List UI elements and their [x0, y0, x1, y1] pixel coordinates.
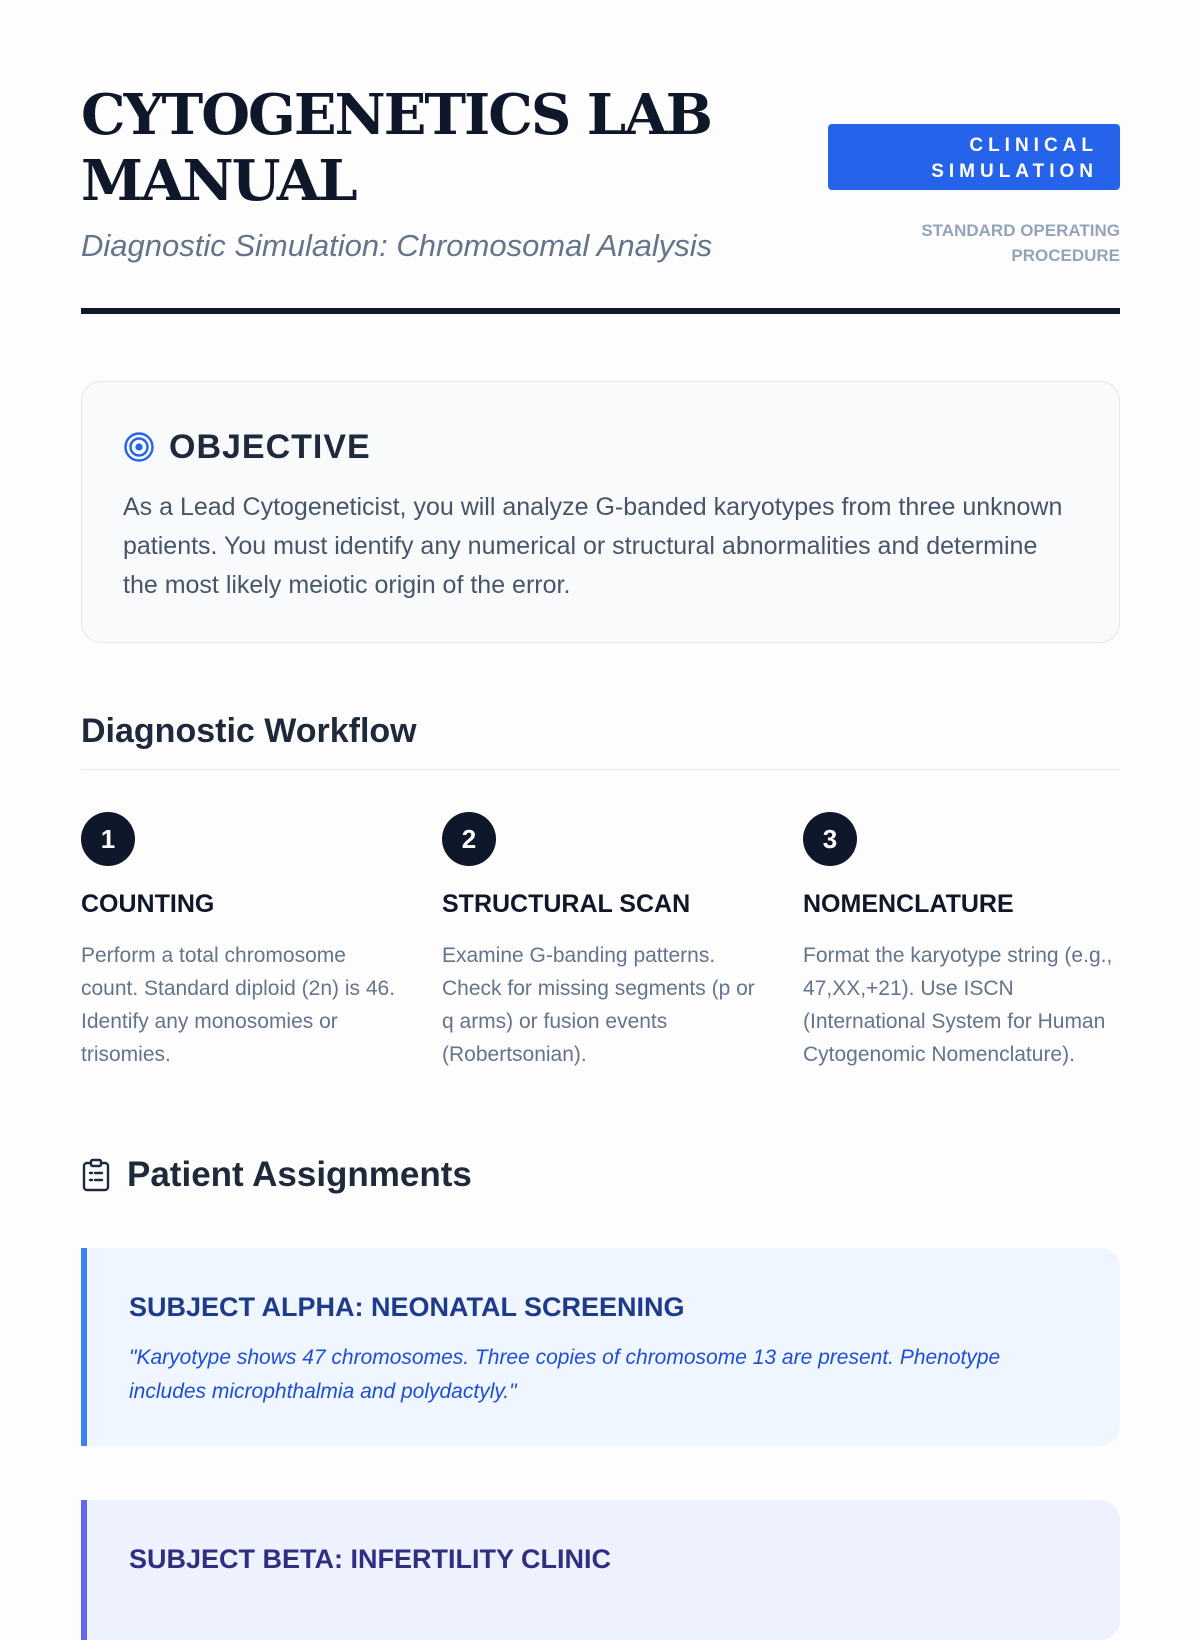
step-title: STRUCTURAL SCAN — [442, 890, 691, 918]
step-title: NOMENCLATURE — [803, 890, 1014, 918]
page-subtitle: Diagnostic Simulation: Chromosomal Analysis — [81, 228, 713, 263]
patient-assignments-header — [81, 1152, 472, 1198]
step-number: 2 — [442, 812, 496, 866]
header-divider — [81, 308, 1120, 314]
objective-panel — [81, 381, 1120, 643]
subject-title: SUBJECT ALPHA: NEONATAL SCREENING — [129, 1292, 685, 1322]
subject-title: SUBJECT BETA: INFERTILITY CLINIC — [129, 1544, 612, 1574]
step-description: Examine G-banding patterns. Check for missing segments (p or q arms) or fusion events (Robertsonian). — [442, 944, 755, 1066]
objective-title: OBJECTIVE — [169, 427, 371, 466]
target-icon — [123, 431, 155, 463]
clipboard-icon — [81, 1158, 111, 1192]
workflow-title: Diagnostic Workflow — [81, 712, 1120, 770]
step-number: 3 — [803, 812, 857, 866]
subject-quote: "Karyotype shows 47 chromosomes. Three copies of chromosome 13 are present. Phenotype includes microphthalmia and polydactyly." — [129, 1346, 1001, 1403]
clinical-simulation-badge: CLINICAL SIMULATION — [828, 124, 1120, 190]
step-description: Format the karyotype string (e.g., 47,XX,+21). Use ISCN (International System for Human Cytogenomic Nomenclature). — [803, 944, 1113, 1066]
subject-beta-card — [81, 1500, 1120, 1640]
page-header — [81, 82, 1120, 314]
step-description: Perform a total chromosome count. Standard diploid (2n) is 46. Identify any monosomies or trisomies. — [81, 944, 396, 1066]
page-title: CYTOGENETICS LAB MANUAL — [81, 82, 711, 214]
objective-text: As a Lead Cytogeneticist, you will analyze G-banded karyotypes from three unknown patients. You must identify any numerical or structural abnormalities and determine the most likely meiotic origin of the error. — [123, 493, 1063, 599]
workflow-step-structural-scan — [442, 812, 762, 1071]
objective-header — [123, 424, 1079, 470]
subject-alpha-card — [81, 1248, 1120, 1446]
patient-assignments-title: Patient Assignments — [127, 1155, 472, 1194]
workflow-step-counting — [81, 812, 401, 1071]
step-number: 1 — [81, 812, 135, 866]
step-title: COUNTING — [81, 890, 215, 918]
workflow-step-nomenclature — [803, 812, 1123, 1071]
sop-label: STANDARD OPERATING PROCEDURE — [921, 221, 1120, 265]
